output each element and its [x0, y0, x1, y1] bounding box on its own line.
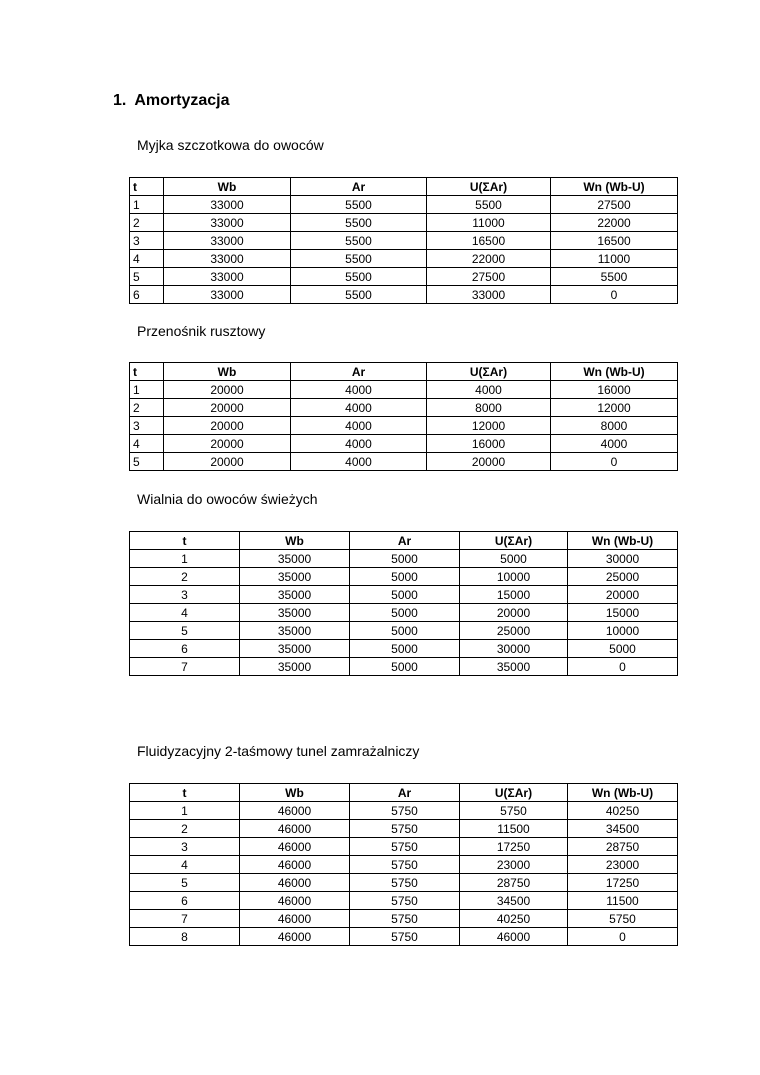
heading-number: 1.	[113, 92, 127, 109]
cell-t: 1	[130, 802, 240, 820]
cell-ar: 5000	[350, 622, 460, 640]
section-title-przenosnik: Przenośnik rusztowy	[137, 323, 266, 339]
cell-wb: 46000	[240, 820, 350, 838]
cell-ar: 5750	[350, 838, 460, 856]
cell-wn: 5750	[568, 910, 678, 928]
cell-wb: 33000	[164, 250, 291, 268]
cell-wn: 34500	[568, 820, 678, 838]
cell-wn: 23000	[568, 856, 678, 874]
cell-u: 4000	[427, 381, 551, 399]
column-header-wb: Wb	[164, 178, 291, 196]
cell-wb: 46000	[240, 874, 350, 892]
cell-u: 46000	[460, 928, 568, 946]
cell-ar: 5750	[350, 802, 460, 820]
cell-ar: 5500	[291, 196, 427, 214]
cell-wn: 0	[551, 286, 678, 304]
section-title-wialnia: Wialnia do owoców świeżych	[137, 491, 318, 507]
column-header-wb: Wb	[164, 363, 291, 381]
cell-ar: 5500	[291, 250, 427, 268]
cell-t: 3	[130, 586, 240, 604]
cell-t: 4	[130, 435, 164, 453]
cell-t: 3	[130, 838, 240, 856]
cell-wb: 35000	[240, 658, 350, 676]
cell-wn: 40250	[568, 802, 678, 820]
cell-u: 15000	[460, 586, 568, 604]
table-myjka	[129, 177, 678, 304]
cell-t: 7	[130, 910, 240, 928]
cell-u: 11500	[460, 820, 568, 838]
cell-ar: 5500	[291, 268, 427, 286]
cell-ar: 4000	[291, 435, 427, 453]
cell-t: 2	[130, 568, 240, 586]
cell-t: 4	[130, 604, 240, 622]
column-header-wn: Wn (Wb-U)	[568, 532, 678, 550]
cell-wb: 20000	[164, 435, 291, 453]
section-heading	[113, 90, 230, 112]
cell-u: 22000	[427, 250, 551, 268]
cell-wn: 5500	[551, 268, 678, 286]
column-header-u: U(ΣAr)	[427, 363, 551, 381]
cell-wb: 46000	[240, 928, 350, 946]
table-row	[130, 892, 678, 910]
table-tunel	[129, 783, 678, 946]
cell-t: 6	[130, 286, 164, 304]
cell-wb: 33000	[164, 214, 291, 232]
cell-wn: 17250	[568, 874, 678, 892]
cell-t: 1	[130, 550, 240, 568]
heading-title: Amortyzacja	[134, 92, 230, 109]
table-body	[130, 550, 678, 676]
cell-u: 5000	[460, 550, 568, 568]
cell-ar: 4000	[291, 399, 427, 417]
table-row	[130, 622, 678, 640]
cell-u: 28750	[460, 874, 568, 892]
cell-wb: 46000	[240, 838, 350, 856]
cell-wn: 12000	[551, 399, 678, 417]
column-header-u: U(ΣAr)	[460, 784, 568, 802]
table-body	[130, 381, 678, 471]
cell-u: 20000	[427, 453, 551, 471]
cell-ar: 5000	[350, 658, 460, 676]
table-row	[130, 417, 678, 435]
table-row	[130, 435, 678, 453]
cell-wn: 10000	[568, 622, 678, 640]
cell-ar: 5000	[350, 568, 460, 586]
table-row	[130, 399, 678, 417]
table-wialnia	[129, 531, 678, 676]
cell-t: 5	[130, 453, 164, 471]
cell-u: 34500	[460, 892, 568, 910]
cell-wb: 46000	[240, 856, 350, 874]
cell-ar: 5000	[350, 550, 460, 568]
table-row	[130, 568, 678, 586]
cell-wb: 20000	[164, 381, 291, 399]
cell-wn: 30000	[568, 550, 678, 568]
column-header-t: t	[130, 784, 240, 802]
table-row	[130, 196, 678, 214]
column-header-wn: Wn (Wb-U)	[551, 178, 678, 196]
cell-u: 10000	[460, 568, 568, 586]
cell-u: 33000	[427, 286, 551, 304]
table-row	[130, 802, 678, 820]
cell-wb: 35000	[240, 604, 350, 622]
table-row	[130, 286, 678, 304]
table-row	[130, 874, 678, 892]
table-row	[130, 856, 678, 874]
cell-u: 23000	[460, 856, 568, 874]
cell-wn: 0	[551, 453, 678, 471]
table-header-row	[130, 363, 678, 381]
column-header-u: U(ΣAr)	[460, 532, 568, 550]
cell-u: 40250	[460, 910, 568, 928]
cell-t: 8	[130, 928, 240, 946]
cell-wb: 35000	[240, 586, 350, 604]
column-header-t: t	[130, 178, 164, 196]
cell-ar: 5750	[350, 910, 460, 928]
table-row	[130, 268, 678, 286]
section-title-myjka: Myjka szczotkowa do owoców	[137, 137, 324, 153]
cell-wb: 35000	[240, 640, 350, 658]
table-header-row	[130, 178, 678, 196]
cell-u: 11000	[427, 214, 551, 232]
cell-ar: 5750	[350, 856, 460, 874]
cell-u: 12000	[427, 417, 551, 435]
cell-wn: 20000	[568, 586, 678, 604]
cell-wb: 33000	[164, 196, 291, 214]
table-row	[130, 838, 678, 856]
cell-t: 6	[130, 640, 240, 658]
section-title-tunel: Fluidyzacyjny 2-taśmowy tunel zamrażalniczy	[137, 743, 420, 759]
cell-t: 1	[130, 381, 164, 399]
cell-t: 5	[130, 874, 240, 892]
table-row	[130, 250, 678, 268]
table-row	[130, 820, 678, 838]
cell-ar: 5000	[350, 586, 460, 604]
table-header	[130, 178, 678, 196]
column-header-ar: Ar	[350, 532, 460, 550]
cell-u: 5750	[460, 802, 568, 820]
cell-ar: 5500	[291, 232, 427, 250]
cell-wb: 46000	[240, 910, 350, 928]
cell-wb: 20000	[164, 417, 291, 435]
cell-u: 5500	[427, 196, 551, 214]
cell-ar: 5500	[291, 214, 427, 232]
table-body	[130, 802, 678, 946]
column-header-wb: Wb	[240, 784, 350, 802]
column-header-ar: Ar	[291, 363, 427, 381]
table-header-row	[130, 532, 678, 550]
table-row	[130, 214, 678, 232]
cell-t: 4	[130, 856, 240, 874]
cell-t: 2	[130, 399, 164, 417]
cell-ar: 5000	[350, 604, 460, 622]
cell-ar: 5750	[350, 820, 460, 838]
cell-u: 27500	[427, 268, 551, 286]
cell-wb: 33000	[164, 286, 291, 304]
cell-ar: 4000	[291, 381, 427, 399]
cell-wb: 35000	[240, 568, 350, 586]
table-header-row	[130, 784, 678, 802]
cell-ar: 5750	[350, 874, 460, 892]
cell-t: 1	[130, 196, 164, 214]
cell-wn: 5000	[568, 640, 678, 658]
cell-t: 2	[130, 820, 240, 838]
column-header-u: U(ΣAr)	[427, 178, 551, 196]
cell-wn: 28750	[568, 838, 678, 856]
cell-wb: 20000	[164, 453, 291, 471]
cell-wn: 25000	[568, 568, 678, 586]
cell-u: 16500	[427, 232, 551, 250]
table-row	[130, 604, 678, 622]
cell-wn: 16500	[551, 232, 678, 250]
cell-ar: 4000	[291, 417, 427, 435]
table-row	[130, 640, 678, 658]
table-przenosnik	[129, 362, 678, 471]
cell-ar: 5750	[350, 892, 460, 910]
cell-wb: 35000	[240, 622, 350, 640]
table-header	[130, 532, 678, 550]
cell-ar: 5750	[350, 928, 460, 946]
table-row	[130, 586, 678, 604]
cell-u: 17250	[460, 838, 568, 856]
column-header-wn: Wn (Wb-U)	[568, 784, 678, 802]
column-header-t: t	[130, 363, 164, 381]
column-header-wb: Wb	[240, 532, 350, 550]
cell-t: 6	[130, 892, 240, 910]
cell-t: 7	[130, 658, 240, 676]
cell-u: 35000	[460, 658, 568, 676]
cell-t: 5	[130, 268, 164, 286]
cell-wn: 16000	[551, 381, 678, 399]
cell-wb: 46000	[240, 802, 350, 820]
cell-wn: 11500	[568, 892, 678, 910]
cell-wn: 0	[568, 928, 678, 946]
cell-wn: 15000	[568, 604, 678, 622]
cell-t: 2	[130, 214, 164, 232]
cell-ar: 5500	[291, 286, 427, 304]
cell-wb: 35000	[240, 550, 350, 568]
cell-wn: 0	[568, 658, 678, 676]
table-row	[130, 232, 678, 250]
cell-wb: 46000	[240, 892, 350, 910]
cell-wn: 22000	[551, 214, 678, 232]
cell-wn: 27500	[551, 196, 678, 214]
table-row	[130, 928, 678, 946]
cell-u: 30000	[460, 640, 568, 658]
column-header-wn: Wn (Wb-U)	[551, 363, 678, 381]
cell-u: 20000	[460, 604, 568, 622]
cell-wn: 11000	[551, 250, 678, 268]
cell-wb: 33000	[164, 268, 291, 286]
cell-ar: 5000	[350, 640, 460, 658]
table-header	[130, 784, 678, 802]
cell-t: 3	[130, 417, 164, 435]
cell-wn: 8000	[551, 417, 678, 435]
cell-wn: 4000	[551, 435, 678, 453]
cell-u: 8000	[427, 399, 551, 417]
table-row	[130, 658, 678, 676]
column-header-t: t	[130, 532, 240, 550]
cell-t: 5	[130, 622, 240, 640]
cell-wb: 20000	[164, 399, 291, 417]
cell-wb: 33000	[164, 232, 291, 250]
table-header	[130, 363, 678, 381]
cell-u: 16000	[427, 435, 551, 453]
cell-t: 3	[130, 232, 164, 250]
table-row	[130, 453, 678, 471]
column-header-ar: Ar	[350, 784, 460, 802]
cell-t: 4	[130, 250, 164, 268]
table-row	[130, 381, 678, 399]
table-row	[130, 910, 678, 928]
table-row	[130, 550, 678, 568]
column-header-ar: Ar	[291, 178, 427, 196]
cell-u: 25000	[460, 622, 568, 640]
cell-ar: 4000	[291, 453, 427, 471]
table-body	[130, 196, 678, 304]
